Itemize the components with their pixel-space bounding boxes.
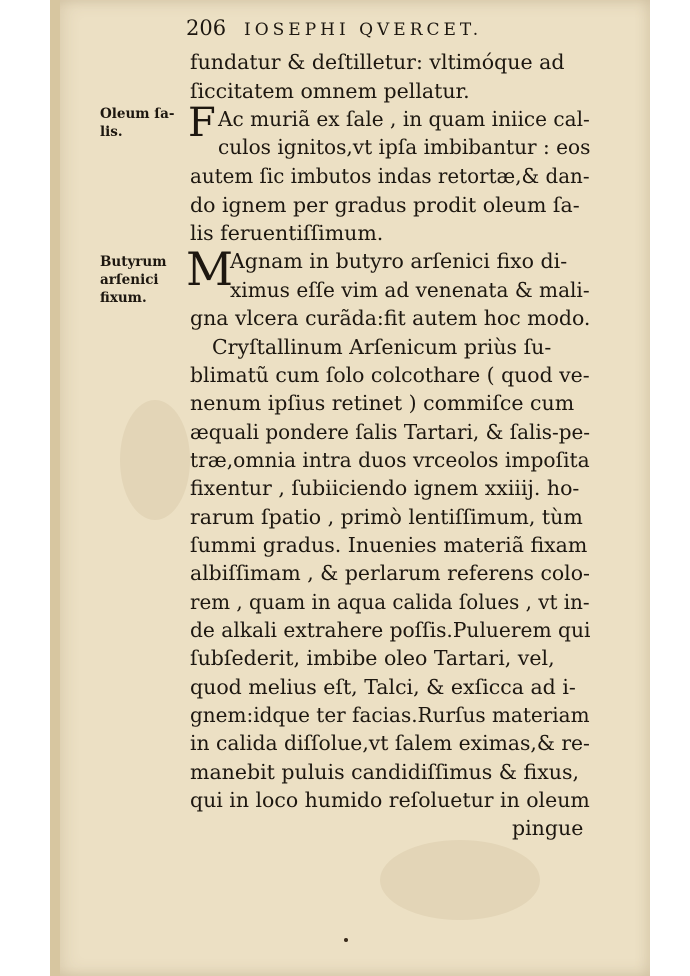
body-line: rarum ſpatio , primò lentiſſimum, tùm (190, 505, 583, 529)
running-head: IOSEPHI QVERCET. (244, 20, 483, 40)
body-line: culos ignitos,vt ipſa imbibantur : eos (218, 135, 591, 159)
body-line: Agnam in butyro arſenici fixo di- (230, 249, 568, 273)
body-line: nenum ipſius retinet ) commiſce cum (190, 391, 575, 415)
drop-cap-f: F (188, 100, 216, 146)
margin-note-butyrum-line2: arſenici (100, 272, 159, 288)
margin-note-butyrum-line3: fixum. (100, 290, 147, 306)
body-line: ſiccitatem omnem pellatur. (190, 79, 470, 103)
body-line: rem , quam in aqua calida ſolues , vt in- (190, 590, 590, 614)
body-line: gnem:idque ter facias.Rurſus materiam (190, 703, 590, 727)
body-line: træ,omnia intra duos vrceolos impoſita (190, 448, 590, 472)
paper-stain (380, 840, 540, 920)
page-gutter (50, 0, 60, 976)
body-line: Cryſtallinum Arſenicum priùs ſu- (212, 335, 552, 359)
body-line: albiſſimam , & perlarum referens colo- (190, 561, 590, 585)
body-line: de alkali extrahere poſſis.Puluerem qui (190, 618, 591, 642)
body-line: gna vlcera curãda:fit autem hoc modo. (190, 306, 591, 330)
body-line: blimatũ cum ſolo colcothare ( quod ve- (190, 363, 590, 387)
ink-speck (344, 938, 348, 942)
margin-note-oleum-line1: Oleum ſa- (100, 106, 175, 122)
margin-note-oleum-line2: lis. (100, 124, 123, 140)
body-line: qui in loco humido reſoluetur in oleum (190, 788, 590, 812)
body-line: ſubſederit, imbibe oleo Tartari, vel, (190, 646, 555, 670)
body-line: manebit puluis candidiſſimus & fixus, (190, 760, 580, 784)
page-header (186, 14, 586, 46)
body-line: fixentur , ſubiiciendo ignem xxiiij. ho- (190, 476, 580, 500)
body-line: Ac muriã ex ſale , in quam iniice cal- (218, 107, 590, 131)
body-line: lis feruentiſſimum. (190, 221, 384, 245)
paper-stain (120, 400, 190, 520)
body-line: ximus eſſe vim ad venenata & mali- (230, 278, 590, 302)
drop-cap-m: M (186, 242, 234, 296)
body-line: in calida diſſolue,vt ſalem eximas,& re- (190, 731, 590, 755)
body-line: autem ſic imbutos indas retortæ,& dan- (190, 164, 590, 188)
margin-note-butyrum-line1: Butyrum (100, 254, 167, 270)
body-line: ſummi gradus. Inuenies materiã fixam (190, 533, 588, 557)
page-number: 206 (186, 16, 227, 40)
body-line: quod melius eſt, Talci, & exſicca ad i- (190, 675, 576, 699)
body-line: fundatur & deſtilletur: vltimóque ad (190, 50, 565, 74)
body-line: æquali pondere ſalis Tartari, & ſalis-pe- (190, 420, 591, 444)
body-line: do ignem per gradus prodit oleum ſa- (190, 193, 580, 217)
catchword: pingue (512, 816, 584, 840)
